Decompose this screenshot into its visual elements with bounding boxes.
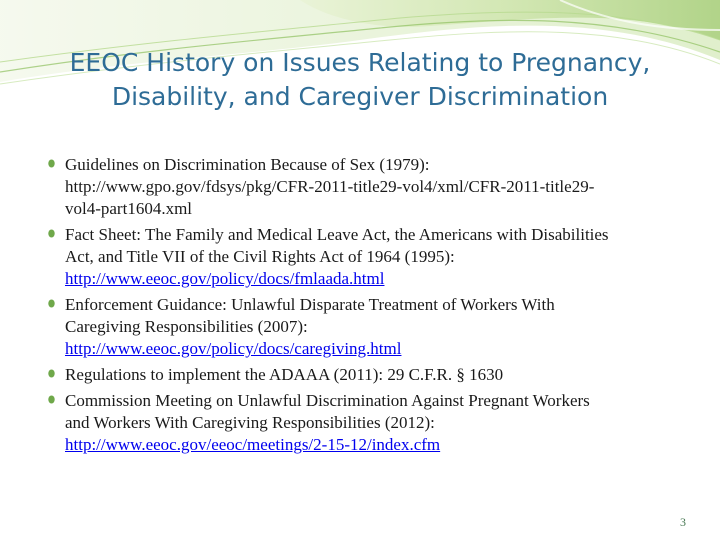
bullet-text-line: Caregiving Responsibilities (2007): [65,317,308,336]
bullet-item-enforcement-guidance-2007 [46,294,686,360]
bullet-text-line: Act, and Title VII of the Civil Rights Act of 1964 (1995): [65,247,455,266]
bullet-text-line: Regulations to implement the ADAAA (2011): 29 C.F.R. § 1630 [65,365,504,384]
meeting-link[interactable]: http://www.eeoc.gov/eeoc/meetings/2-15-12/index.cfm [65,435,441,454]
bullet-icon [48,229,55,238]
page-number: 3 [680,515,686,529]
slide-title-line-2: Disability, and Caregiver Discrimination [111,82,609,111]
bullet-text-line: Guidelines on Discrimination Because of Sex (1979): [65,155,430,174]
slide-title-line-1: EEOC History on Issues Relating to Pregnancy, [69,48,651,77]
bullet-text-line: Fact Sheet: The Family and Medical Leave Act, the Americans with Disabilities [65,225,609,244]
caregiving-link[interactable]: http://www.eeoc.gov/policy/docs/caregiving.html [65,339,402,358]
bullet-text-line: and Workers With Caregiving Responsibilities (2012): [65,413,435,432]
bullet-item-fact-sheet-1995 [46,224,686,290]
bullet-icon [48,299,55,308]
bullet-text-line: Enforcement Guidance: Unlawful Disparate Treatment of Workers With [65,295,555,314]
bullet-text-line: Commission Meeting on Unlawful Discrimination Against Pregnant Workers [65,391,590,410]
bullet-icon [48,159,55,168]
bullet-icon [48,369,55,378]
bullet-list [46,154,686,460]
bullet-icon [48,395,55,404]
bullet-item-commission-meeting-2012 [46,390,686,456]
fmlaada-link[interactable]: http://www.eeoc.gov/policy/docs/fmlaada.html [65,269,385,288]
bullet-item-adaaa-regulations-2011 [46,364,686,386]
bullet-item-guidelines-1979 [46,154,686,220]
bullet-text-line: vol4-part1604.xml [65,199,193,218]
slide-title [40,46,680,114]
bullet-text-line: http://www.gpo.gov/fdsys/pkg/CFR-2011-title29-vol4/xml/CFR-2011-title29- [65,177,595,196]
